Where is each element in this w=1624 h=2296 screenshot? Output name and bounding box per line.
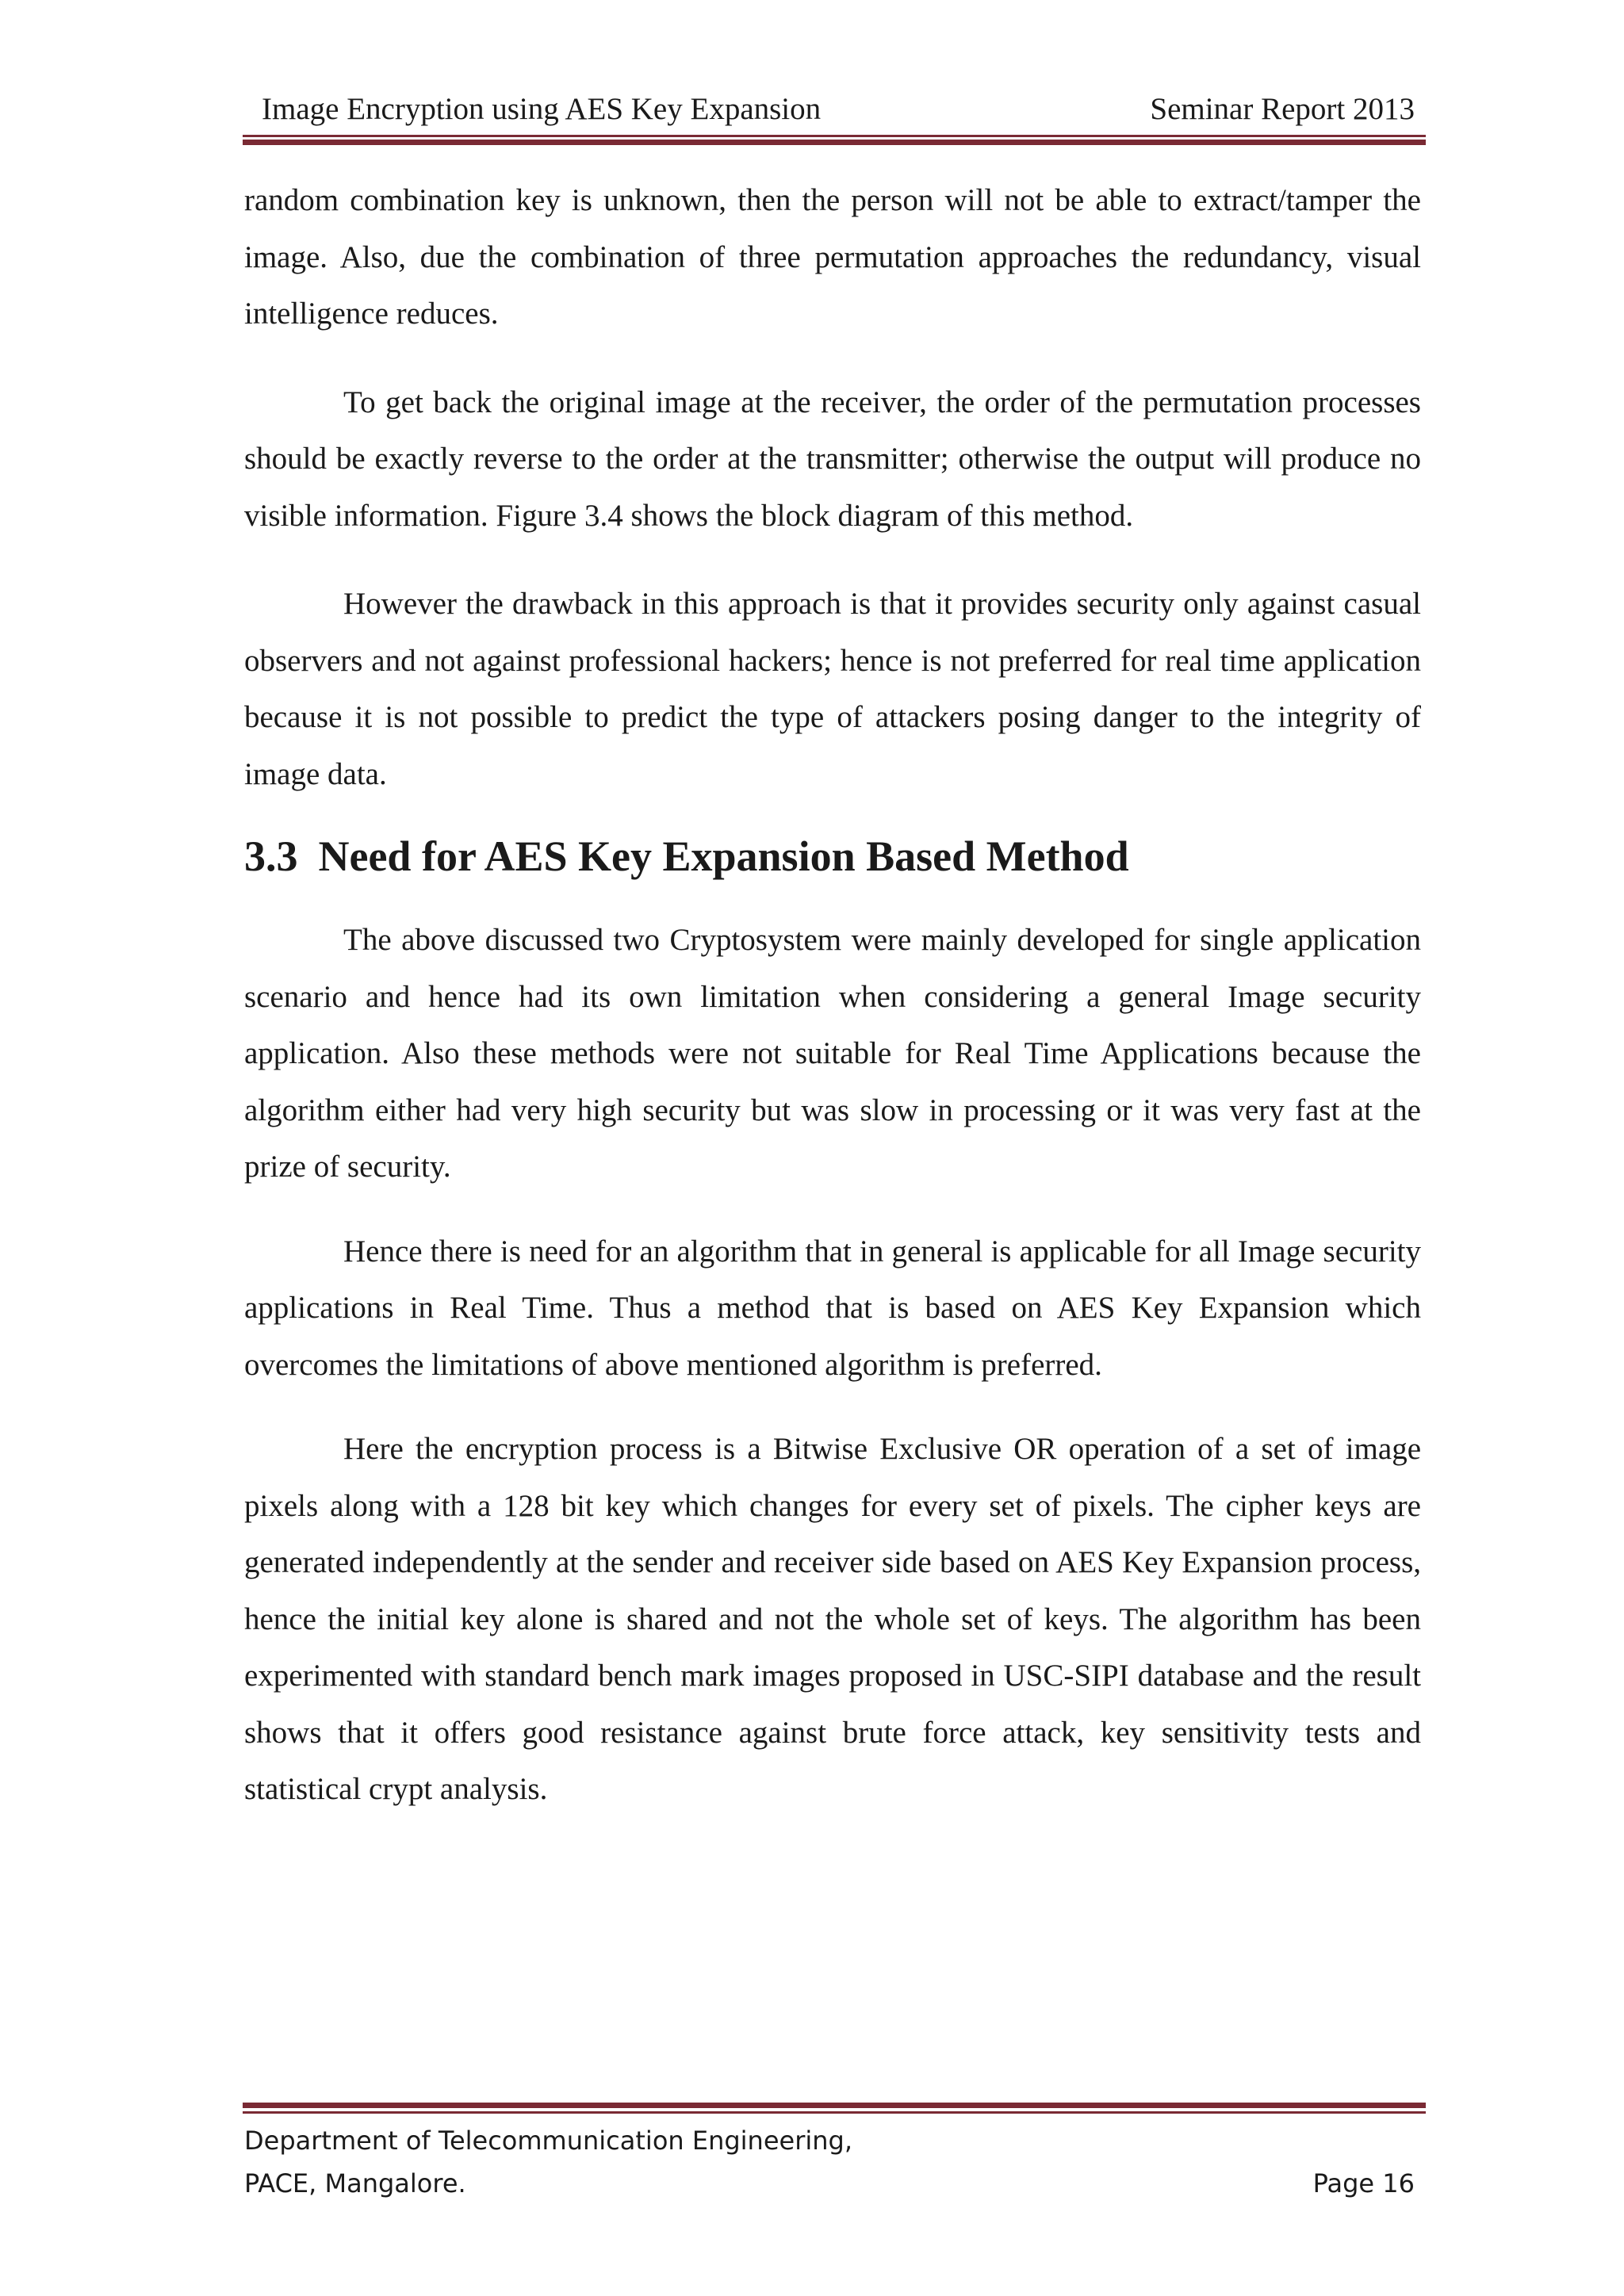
footer-department: Department of Telecommunication Engineering, xyxy=(244,2126,853,2156)
header-title: Image Encryption using AES Key Expansion xyxy=(262,92,822,126)
header-rule-thin xyxy=(243,135,1426,137)
header-report-label: Seminar Report 2013 xyxy=(1150,92,1415,126)
page-body xyxy=(244,172,1421,1846)
paragraph-2: To get back the original image at the receiver, the order of the permutation processes should be exactly reverse to the order at the transmitter; otherwise the output will produce no visible information. Figure 3.4 shows the block diagram of this method. xyxy=(244,385,1421,533)
footer-rule-thick xyxy=(243,2103,1426,2108)
paragraph-6: Here the encryption process is a Bitwise Exclusive OR operation of a set of image pixels along with a 128 bit key which changes for every set of pixels. The cipher keys are generated independently at the sender and receiver side based on AES Key Expansion process, hence the initial key alone is shared and not the whole set of keys. The algorithm has been experimented with standard bench mark images proposed in USC-SIPI database and the result shows that it offers good resistance against brute force attack, key sensitivity tests and statistical crypt analysis. xyxy=(244,1432,1421,1806)
paragraph-1: random combination key is unknown, then the person will not be able to extract/tamper the image. Also, due the combination of three permutation approaches the redundancy, visual intelligence reduces. xyxy=(244,183,1421,331)
running-footer xyxy=(244,2118,1424,2206)
paragraph-5: Hence there is need for an algorithm that in general is applicable for all Image security applications in Real Time. Thus a method that is based on AES Key Expansion which overcomes the limitations of above mentioned algorithm is preferred. xyxy=(244,1234,1421,1382)
paragraph-4: The above discussed two Cryptosystem were mainly developed for single application scenario and hence had its own limitation when considering a general Image security application. Also these methods were not suitable for Real Time Applications because the algorithm either had very high security but was slow in processing or it was very fast at the prize of security. xyxy=(244,923,1421,1184)
header-rule-thick xyxy=(243,140,1426,145)
section-number: 3.3 xyxy=(244,832,298,880)
footer-place: PACE, Mangalore. xyxy=(244,2168,466,2198)
section-title: Need for AES Key Expansion Based Method xyxy=(318,832,1129,880)
footer-rule-thin xyxy=(243,2111,1426,2114)
paragraph-3: However the drawback in this approach is that it provides security only against casual observers and not against professional hackers; hence is not preferred for real time application because it is not possible to predict the type of attackers posing danger to the integrity of image data. xyxy=(244,587,1421,791)
section-heading xyxy=(244,828,1421,885)
page-number: Page 16 xyxy=(1312,2168,1415,2198)
running-header xyxy=(244,86,1424,133)
